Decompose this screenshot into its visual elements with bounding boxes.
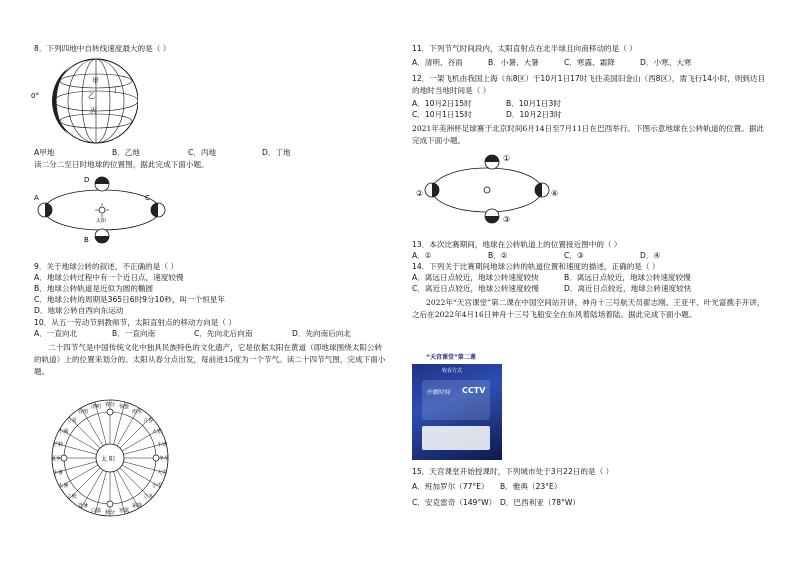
q11-option-c: C．寒露、霜降 (564, 58, 615, 67)
earth-marker (107, 501, 113, 507)
solar-term-label: 春分 (104, 402, 116, 408)
solar-term-label: 立冬 (143, 494, 154, 501)
q15-option-b: B．雅典（23°E） (500, 482, 562, 491)
earth-marker (61, 455, 67, 461)
solar-term-label: 冬至 (158, 456, 170, 462)
solar-term-label: 大暑 (58, 483, 69, 489)
q12-option-a: A．10月2日15时 (412, 99, 472, 108)
label-jia: 甲 (92, 77, 99, 85)
orbit-label-d: D (84, 176, 90, 184)
orbit-intro: 读二分二至日时地球的位置图，据此完成下面小题。 (34, 160, 209, 169)
q13-option-a: A．① (412, 251, 432, 260)
question-13: 13．本次比赛期间，地球在公转轨道上的位置接近图中的（ ） (412, 240, 622, 249)
orbit-label-sun: 太阳 (96, 218, 107, 224)
label-bing: 丙 (90, 107, 97, 115)
solar-term-label: 小满 (58, 429, 69, 435)
q15-option-d: D．巴西利亚（78°W） (500, 498, 580, 507)
q15-option-c: C．安克雷奇（149°W） (412, 498, 497, 507)
orbit2-label-2: ② (416, 189, 424, 198)
orbit-figure (32, 172, 172, 252)
orbit-label-b: B (84, 236, 89, 244)
solar-term-label: 大雪 (157, 469, 168, 476)
q14-option-d: D．离近日点较近，地球公转速度较快 (564, 284, 692, 293)
cctv-logo: CCTV (462, 386, 486, 395)
solar-term-label: 小寒 (157, 442, 168, 449)
solar-term-label: 寒露 (118, 508, 129, 515)
orbit2-label-4: ④ (551, 189, 559, 198)
q11-option-a: A．清明、谷雨 (412, 58, 463, 67)
q12-option-b: B．10月1日3时 (506, 99, 561, 108)
wheel-center-label: 太 阳 (101, 456, 115, 463)
solar-term-label: 夏至 (50, 456, 62, 462)
poster-subtitle: 收看方式 (442, 368, 463, 374)
q10-option-b: B．一直向南 (112, 329, 156, 338)
q9-option-a: A．地球公转过程中有一个近日点，速度较慢 (34, 273, 184, 282)
question-14: 14．下列关于比赛期间地球公转的轨道位置和速度的描述，正确的是（ ） (412, 262, 660, 271)
tiangong-poster-image (412, 350, 502, 460)
q13-option-b: B．② (488, 251, 508, 260)
q9-option-c: C．地球公转的周期是365日6时9分10秒，叫一个恒星年 (34, 295, 225, 304)
solar-term-label: 立秋 (66, 494, 77, 501)
world-cup-intro: 2021年美洲杯足球赛于北京时间6月14日至7月11日在巴西举行。下图示意地球在公转轨道的位置。据此完成下面小题。 (412, 124, 765, 145)
globe-figure (28, 56, 138, 146)
q8-option-b: B．乙地 (112, 148, 140, 157)
orbit-figure-2 (412, 150, 562, 230)
q10-option-d: D．先向南后向北 (292, 329, 352, 338)
q13-option-c: C．③ (564, 251, 584, 260)
q12-option-d: D．10月2日3时 (506, 110, 562, 119)
orbit2-label-1: ① (503, 154, 511, 163)
q9-option-d: D．地球公转自西向东运动 (34, 306, 124, 315)
question-11: 11．下列节气时间段内，太阳直射点在北半球且向南移动的是（ ） (412, 44, 637, 53)
q9-option-b: B．地球公转轨道是近似为圆的椭圆 (34, 284, 154, 293)
poster-script: 开播时间 (426, 389, 451, 396)
q12-option-c: C．10月1日15时 (412, 110, 472, 119)
solar-term-label: 立夏 (66, 417, 77, 424)
solar-term-label: 处暑 (77, 502, 89, 509)
solar-term-label: 秋分 (104, 510, 116, 516)
label-ding: 丁 (112, 86, 119, 94)
q14-option-b: B．离远日点较近，地球公转速度较慢 (564, 273, 691, 282)
poster-title: “天宫课堂”第二课 (426, 354, 476, 361)
q11-option-d: D．小寒、大寒 (640, 58, 692, 67)
q14-option-c: C．离近日点较近，地球公转速度较慢 (412, 284, 539, 293)
q8-option-c: C．丙地 (188, 148, 217, 157)
solar-term-label: 小暑 (52, 469, 63, 476)
label-yi: 乙 (88, 92, 95, 100)
tiangong-intro: 2022年“天宫课堂”第二课在中国空间站开讲，神舟十三号航天员翟志刚、王亚平、叶光富携手开讲，之后在2022年4月16日神舟十三号飞船安全在东风着陆场着陆。据此完成下面小题。 (412, 298, 765, 319)
q15-option-a: A．班加罗尔（77°E） (412, 482, 489, 491)
question-10: 10．从五一劳动节到教师节，太阳直射点的移动方向是（ ） (34, 318, 236, 327)
label-0deg: 0° (31, 92, 39, 100)
orbit2-label-3: ③ (503, 215, 511, 224)
orbit-label-a: A (34, 194, 39, 202)
orbit-label-c: C (145, 194, 150, 202)
q8-option-a: A甲地 (34, 148, 55, 157)
solar-terms-figure (40, 392, 180, 524)
solar-term-label: 芒种 (52, 442, 63, 449)
q11-option-b: B．小暑、大暑 (488, 58, 539, 67)
earth-marker (107, 409, 113, 415)
solar-term-label: 小雪 (151, 483, 162, 489)
question-15: 15．天宫课堂开始授课时，下列城市处于3月22日的是（ ） (412, 467, 614, 476)
solar-term-label: 惊蛰 (118, 403, 129, 410)
solar-term-label: 霜降 (131, 502, 143, 509)
q8-option-d: D．丁地 (262, 148, 291, 157)
q14-option-a: A．离远日点较近，地球公转速度较快 (412, 273, 539, 282)
solar-term-label: 雨水 (131, 409, 143, 416)
question-9: 9．关于地球公转的叙述，不正确的是（ ） (34, 262, 178, 271)
solar-term-label: 大寒 (151, 429, 162, 435)
q10-option-a: A．一直向北 (34, 329, 78, 338)
solar-term-label: 白露 (91, 508, 102, 515)
solar-terms-intro: 二十四节气是中国传统文化中独具民族特色的文化遗产，它是依据太阳在黄道（即地球围绕太阳公转的轨道）上的位置来划分的。太阳从春分点出发，每前进15度为一个节气。读二十四节气图，完成下面小题。 (34, 343, 386, 376)
solar-term-label: 清明 (91, 403, 102, 410)
solar-term-label: 立春 (143, 417, 154, 424)
q10-option-c: C．先向北后向南 (194, 329, 253, 338)
solar-term-label: 谷雨 (77, 409, 89, 416)
q13-option-d: D．④ (640, 251, 661, 260)
question-12: 12．一架飞机由我国上海（东8区）于10月1日17时飞往美国旧金山（西8区），需飞行14小时，则到达目的地时当地时间是（ ） (412, 74, 766, 95)
question-8: 8．下列四地中自转线速度最大的是（ ） (34, 44, 171, 53)
